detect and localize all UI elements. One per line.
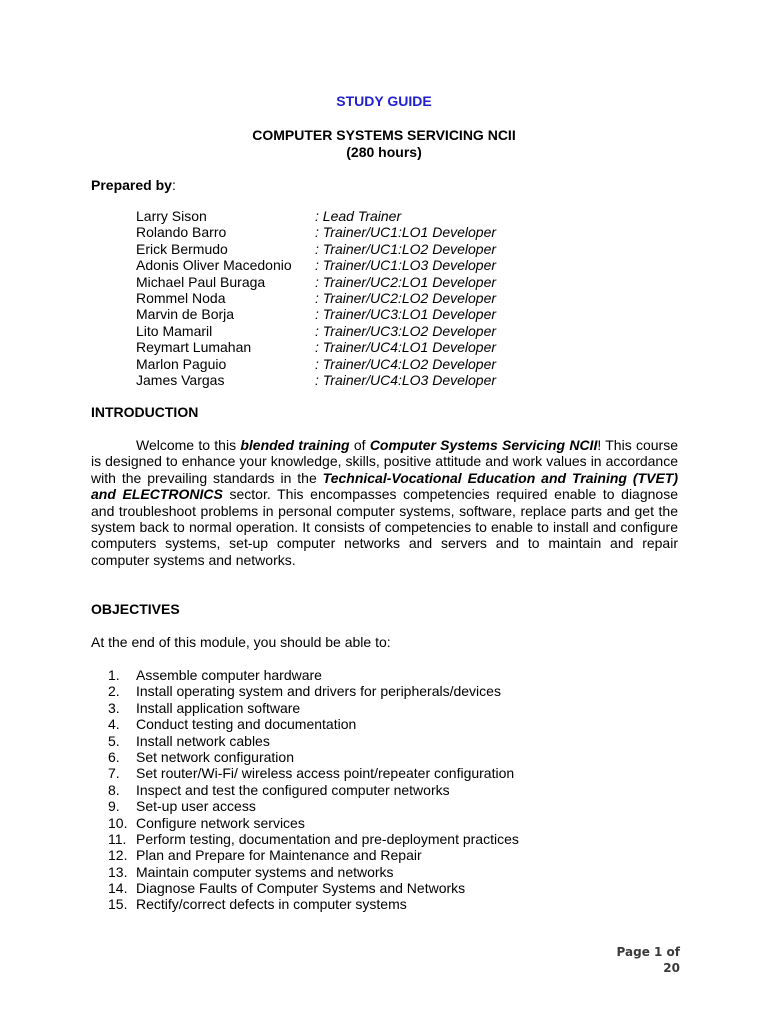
list-text: Perform testing, documentation and pre-deployment practices xyxy=(136,830,519,847)
list-item xyxy=(108,896,668,912)
list-item xyxy=(108,798,668,814)
list-text: Set router/Wi-Fi/ wireless access point/repeater configuration xyxy=(136,765,515,782)
page-number: Page 1 of 20 xyxy=(616,945,680,976)
list-text: Install network cables xyxy=(136,732,270,749)
staff-name: Larry Sison xyxy=(136,208,207,224)
intro-text: sector. This encompasses competencies required enable to diagnose and troubleshoot problems in personal computer systems, software, replace parts and get the system back to normal operation. It consists of competencies to enable to install and configure computers systems, set-up computer networks and servers and to maintain and repair computer systems and networks. xyxy=(91,486,678,568)
staff-role: : Trainer/UC4:LO1 Developer xyxy=(315,339,497,356)
list-item xyxy=(108,880,668,896)
list-item xyxy=(108,716,668,732)
staff-row xyxy=(136,290,636,306)
list-item xyxy=(108,667,668,683)
staff-role: : Trainer/UC3:LO2 Developer xyxy=(315,322,497,339)
list-text: Diagnose Faults of Computer Systems and Networks xyxy=(136,880,466,897)
staff-name: Rolando Barro xyxy=(136,224,227,241)
list-number: 7. xyxy=(108,765,120,782)
list-number: 1. xyxy=(108,667,120,683)
list-number: 3. xyxy=(108,699,120,716)
staff-row xyxy=(136,339,636,355)
objectives-list xyxy=(108,667,668,913)
list-text: Set-up user access xyxy=(136,798,256,815)
list-number: 5. xyxy=(108,732,120,749)
staff-role: : Trainer/UC1:LO3 Developer xyxy=(315,257,497,274)
list-number: 11. xyxy=(108,830,127,847)
list-number: 8. xyxy=(108,781,120,798)
list-number: 13. xyxy=(108,863,128,880)
list-item xyxy=(108,683,668,699)
staff-row xyxy=(136,306,636,322)
introduction-heading: INTRODUCTION xyxy=(91,404,199,420)
list-number: 6. xyxy=(108,748,120,765)
list-text: Assemble computer hardware xyxy=(136,667,322,683)
list-number: 12. xyxy=(108,847,128,864)
objectives-lead: At the end of this module, you should be able to: xyxy=(91,634,391,650)
staff-row xyxy=(136,208,636,224)
list-text: Install application software xyxy=(136,699,301,716)
staff-role: : Trainer/UC2:LO1 Developer xyxy=(315,273,497,290)
staff-row xyxy=(136,257,636,273)
staff-role: : Trainer/UC3:LO1 Developer xyxy=(315,306,497,323)
staff-row xyxy=(136,356,636,372)
list-number: 2. xyxy=(108,683,120,700)
list-number: 15. xyxy=(108,896,128,913)
staff-name: Adonis Oliver Macedonio xyxy=(136,257,292,274)
staff-name: Michael Paul Buraga xyxy=(136,273,266,290)
staff-name: Marlon Paguio xyxy=(136,355,227,372)
list-item xyxy=(108,815,668,831)
staff-row xyxy=(136,241,636,257)
staff-role: : Trainer/UC4:LO3 Developer xyxy=(315,371,497,388)
list-item xyxy=(108,765,668,781)
list-number: 14. xyxy=(108,880,128,897)
list-text: Conduct testing and documentation xyxy=(136,716,357,733)
staff-name: Marvin de Borja xyxy=(136,306,235,323)
prepared-by-text: Prepared by xyxy=(91,177,172,193)
list-text: Maintain computer systems and networks xyxy=(136,863,394,880)
list-text: Install operating system and drivers for peripherals/devices xyxy=(136,683,501,700)
introduction-paragraph xyxy=(91,437,678,568)
intro-text: Welcome to this xyxy=(136,437,241,453)
staff-list xyxy=(136,208,636,388)
list-number: 10. xyxy=(108,814,128,831)
list-text: Set network configuration xyxy=(136,748,294,765)
list-text: Inspect and test the configured computer networks xyxy=(136,781,450,798)
list-number: 9. xyxy=(108,798,120,815)
staff-role: : Lead Trainer xyxy=(315,208,402,224)
staff-role: : Trainer/UC4:LO2 Developer xyxy=(315,355,497,372)
intro-emphasis: Computer Systems Servicing NCII xyxy=(369,437,598,453)
staff-name: Lito Mamaril xyxy=(136,322,213,339)
list-item xyxy=(108,700,668,716)
staff-name: Erick Bermudo xyxy=(136,240,228,257)
staff-row xyxy=(136,274,636,290)
staff-name: James Vargas xyxy=(136,371,225,388)
list-item xyxy=(108,733,668,749)
course-title: COMPUTER SYSTEMS SERVICING NCII xyxy=(252,127,516,143)
course-hours: (280 hours) xyxy=(346,144,422,160)
objectives-heading: OBJECTIVES xyxy=(91,601,180,617)
list-text: Rectify/correct defects in computer systems xyxy=(136,896,407,913)
intro-text: of xyxy=(349,437,370,453)
staff-row xyxy=(136,224,636,240)
list-item xyxy=(108,782,668,798)
list-item xyxy=(108,749,668,765)
list-number: 4. xyxy=(108,716,120,733)
list-item xyxy=(108,847,668,863)
staff-name: Rommel Noda xyxy=(136,289,226,306)
list-text: Plan and Prepare for Maintenance and Repair xyxy=(136,847,422,864)
list-item xyxy=(108,831,668,847)
staff-role: : Trainer/UC1:LO2 Developer xyxy=(315,240,497,257)
prepared-by-label xyxy=(91,177,176,193)
staff-role: : Trainer/UC2:LO2 Developer xyxy=(315,289,497,306)
intro-emphasis: Technical-Vocational Education and Training (TVET) and ELECTRONICS xyxy=(91,469,678,503)
staff-row xyxy=(136,323,636,339)
prepared-by-colon: : xyxy=(171,177,176,193)
study-guide-title: STUDY GUIDE xyxy=(336,93,432,109)
staff-row xyxy=(136,372,636,388)
list-text: Configure network services xyxy=(136,814,305,831)
staff-name: Reymart Lumahan xyxy=(136,339,252,356)
staff-role: : Trainer/UC1:LO1 Developer xyxy=(315,224,497,241)
intro-text: ! This course is designed to enhance your knowledge, skills, positive attitude and work values in accordance with the prevailing standards in the xyxy=(91,437,678,486)
intro-emphasis: blended training xyxy=(240,437,350,453)
list-item xyxy=(108,864,668,880)
